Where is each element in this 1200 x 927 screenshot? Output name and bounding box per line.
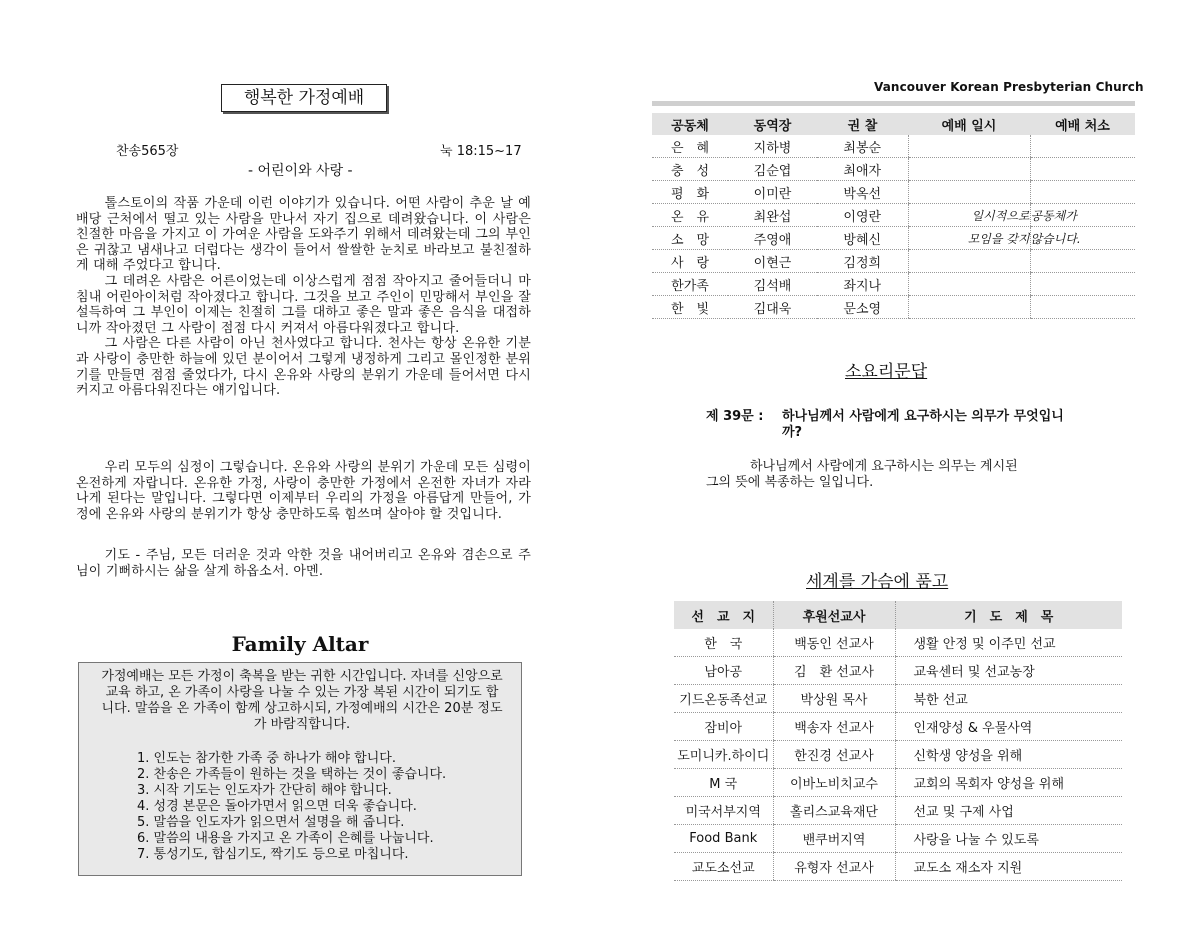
- table-cell: [1030, 158, 1135, 181]
- column-header: 예배 일시: [908, 113, 1030, 135]
- sermon-paragraph: 톨스토이의 작품 가운데 이런 이야기가 있습니다. 어떤 사람이 추운 날 예배당 근처에서 떨고 있는 사람을 만나서 자기 집으로 데려왔습니다. 이 사람은 친절한 마음을 가지고 이 가여운 사람을 도와주기 위해서 데려왔는데 그의 부인은 귀찮고 냄새나고 더럽다는 생각이 들어서 쌀쌀한 눈치로 바라보고 불친절하게 대해 주었다고 합니다.: [76, 196, 531, 274]
- family-altar-list: [101, 751, 503, 863]
- table-cell: 백동인 선교사: [773, 629, 895, 657]
- table-row: [652, 135, 1135, 158]
- table-row: [674, 769, 1122, 797]
- column-header: 선 교 지: [674, 601, 773, 629]
- answer-line: 그의 뜻에 복종하는 일입니다.: [706, 475, 874, 490]
- table-cell: 교도소 재소자 지원: [895, 853, 1122, 881]
- column-header: 후원선교사: [773, 601, 895, 629]
- table-cell: 이바노비치교수: [773, 769, 895, 797]
- missions-table-body: [674, 629, 1122, 881]
- table-cell: [908, 158, 1030, 181]
- table-cell: 은 혜: [652, 135, 728, 158]
- table-cell: 주영애: [728, 227, 817, 250]
- community-table: [652, 113, 1135, 319]
- table-row: [652, 204, 1135, 227]
- table-cell: 신학생 양성을 위해: [895, 741, 1122, 769]
- table-cell: 도미니카.하이디: [674, 741, 773, 769]
- catechism-question: [706, 409, 1091, 441]
- table-cell: 홀리스교육재단: [773, 797, 895, 825]
- list-item: 1. 인도는 참가한 가족 중 하나가 해야 합니다.: [137, 751, 396, 766]
- table-cell: 한 국: [674, 629, 773, 657]
- table-cell: 김순엽: [728, 158, 817, 181]
- table-cell: 않습니다.: [1030, 227, 1135, 250]
- table-row: [674, 797, 1122, 825]
- table-cell: 유형자 선교사: [773, 853, 895, 881]
- table-cell: [1030, 273, 1135, 296]
- table-row: [674, 741, 1122, 769]
- table-cell: 이미란: [728, 181, 817, 204]
- list-item: 4. 성경 본문은 돌아가면서 읽으면 더욱 좋습니다.: [137, 799, 417, 814]
- table-cell: 김대욱: [728, 296, 817, 319]
- table-cell: 최완섭: [728, 204, 817, 227]
- table-row: [652, 296, 1135, 319]
- column-header: 권 찰: [817, 113, 908, 135]
- table-row: [674, 853, 1122, 881]
- table-cell: M 국: [674, 769, 773, 797]
- catechism-title: 소요리문답: [845, 362, 928, 382]
- table-cell: 이영란: [817, 204, 908, 227]
- sermon-paragraph: 그 데려온 사람은 어른이었는데 이상스럽게 점점 작아지고 줄어들더니 마침내 어린아이처럼 작아졌다고 합니다. 그것을 보고 주인이 민망해서 부인을 잘 설득하여 그 부인이 이제는 친절히 그를 대하고 좋은 말과 좋은 음식을 대접하니까 작아졌던 그 사람이 점점 다시 커져서 아름다워졌다고 합니다.: [76, 273, 531, 336]
- table-cell: 지하병: [728, 135, 817, 158]
- table-cell: 일시적으로: [908, 204, 1030, 227]
- list-item: 7. 통성기도, 합심기도, 짝기도 등으로 마칩니다.: [137, 847, 409, 862]
- question-text: 하나님께서 사람에게 요구하시는 의무가 무엇입니까?: [782, 409, 1064, 440]
- table-cell: 김 환 선교사: [773, 657, 895, 685]
- table-cell: 한진경 선교사: [773, 741, 895, 769]
- table-row: [674, 825, 1122, 853]
- table-cell: [1030, 135, 1135, 158]
- table-cell: 밴쿠버지역: [773, 825, 895, 853]
- table-row: [652, 158, 1135, 181]
- table-cell: 김석배: [728, 273, 817, 296]
- table-cell: 김정희: [817, 250, 908, 273]
- table-cell: 충 성: [652, 158, 728, 181]
- table-row: [674, 629, 1122, 657]
- table-cell: 미국서부지역: [674, 797, 773, 825]
- table-cell: [908, 273, 1030, 296]
- table-cell: 북한 선교: [895, 685, 1122, 713]
- table-header-row: [652, 113, 1135, 135]
- table-cell: 남아공: [674, 657, 773, 685]
- table-cell: 한 빛: [652, 296, 728, 319]
- table-cell: [1030, 181, 1135, 204]
- family-altar-box: [78, 662, 522, 876]
- table-cell: 사랑을 나눌 수 있도록: [895, 825, 1122, 853]
- table-cell: 교회의 목회자 양성을 위해: [895, 769, 1122, 797]
- table-cell: 문소영: [817, 296, 908, 319]
- question-label: 제 39문 :: [706, 409, 764, 424]
- table-cell: 사 랑: [652, 250, 728, 273]
- table-cell: 모임을 갖지: [908, 227, 1030, 250]
- table-row: [652, 227, 1135, 250]
- table-cell: 교육센터 및 선교농장: [895, 657, 1122, 685]
- table-cell: [908, 181, 1030, 204]
- table-cell: 최봉순: [817, 135, 908, 158]
- table-cell: 온 유: [652, 204, 728, 227]
- family-altar-intro: 가정예배는 모든 가정이 축복을 받는 귀한 시간입니다. 자녀를 신앙으로 교육 하고, 온 가족이 사랑을 나눌 수 있는 가장 복된 시간이 되기도 합니다. 말씀을 온 가족이 함께 상고하시되, 가정예배의 시간은 20분 정도가 바람직합니다.: [101, 669, 503, 732]
- catechism-answer: [706, 459, 1091, 491]
- table-cell: 박옥선: [817, 181, 908, 204]
- table-row: [674, 685, 1122, 713]
- table-cell: 한가족: [652, 273, 728, 296]
- page-title: 행복한 가정예배: [221, 84, 387, 112]
- table-cell: 소 망: [652, 227, 728, 250]
- table-cell: 이현근: [728, 250, 817, 273]
- list-item: 5. 말씀을 인도자가 읽으면서 설명을 해 줍니다.: [137, 815, 405, 830]
- missions-title: 세계를 가슴에 품고: [806, 572, 949, 592]
- column-header: 동역장: [728, 113, 817, 135]
- table-cell: [1030, 250, 1135, 273]
- table-cell: 박상원 목사: [773, 685, 895, 713]
- table-row: [652, 181, 1135, 204]
- church-name: Vancouver Korean Presbyterian Church: [874, 80, 1144, 94]
- table-cell: Food Bank: [674, 825, 773, 853]
- table-row: [674, 657, 1122, 685]
- table-cell: 교도소선교: [674, 853, 773, 881]
- table-cell: 평 화: [652, 181, 728, 204]
- sermon-subtitle: - 어린이와 사랑 -: [248, 163, 353, 179]
- table-cell: 잠비아: [674, 713, 773, 741]
- community-table-body: [652, 135, 1135, 319]
- sermon-paragraph: 우리 모두의 심정이 그렇습니다. 온유와 사랑의 분위기 가운데 모든 심령이 온전하게 자랍니다. 온유한 가정, 사랑이 충만한 가정에서 온전한 자녀가 자라나게 된다는 말입니다. 그렇다면 이제부터 우리의 가정을 아름답게 만들어, 가정에 온유와 사랑의 분위기가 항상 충만하도록 힘쓰며 살아야 할 것입니다.: [76, 460, 531, 522]
- table-cell: 선교 및 구제 사업: [895, 797, 1122, 825]
- table-cell: [908, 135, 1030, 158]
- header-divider: [652, 101, 1135, 106]
- sermon-paragraph: 그 사람은 다른 사람이 아닌 천사였다고 합니다. 천사는 항상 온유한 기분과 사랑이 충만한 하늘에 있던 분이어서 그렇게 냉정하게 그리고 몰인정한 분위기를 만들면 점점 줄었다가, 다시 온유와 사랑의 분위기 가운데 들어서면 다시 커지고 아름다워진다는 얘기입니다.: [76, 336, 531, 399]
- table-header-row: [674, 601, 1122, 629]
- list-item: 6. 말씀의 내용을 가지고 온 가족이 은혜를 나눕니다.: [137, 831, 434, 846]
- table-cell: 공동체가: [1030, 204, 1135, 227]
- table-cell: 인재양성 & 우물사역: [895, 713, 1122, 741]
- table-row: [652, 250, 1135, 273]
- table-cell: 생활 안정 및 이주민 선교: [895, 629, 1122, 657]
- column-header: 공동체: [652, 113, 728, 135]
- column-header: 예배 처소: [1030, 113, 1135, 135]
- table-row: [674, 713, 1122, 741]
- table-cell: 방혜신: [817, 227, 908, 250]
- table-row: [652, 273, 1135, 296]
- prayer-text: 기도 - 주님, 모든 더러운 것과 악한 것을 내어버리고 온유와 겸손으로 주님이 기뻐하시는 삶을 살게 하옵소서. 아멘.: [76, 548, 531, 579]
- column-header: 기 도 제 목: [895, 601, 1122, 629]
- answer-line: 하나님께서 사람에게 요구하시는 의무는 계시된: [750, 459, 1018, 474]
- table-cell: 백송자 선교사: [773, 713, 895, 741]
- table-cell: 최애자: [817, 158, 908, 181]
- hymn-number: 찬송565장: [116, 144, 179, 159]
- sermon-conclusion: [76, 460, 531, 522]
- table-cell: [1030, 296, 1135, 319]
- prayer: [76, 548, 531, 579]
- sermon-body: [76, 196, 531, 399]
- list-item: 3. 시작 기도는 인도자가 간단히 해야 합니다.: [137, 783, 392, 798]
- list-item: 2. 찬송은 가족들이 원하는 것을 택하는 것이 좋습니다.: [137, 767, 447, 782]
- missions-table: [674, 601, 1122, 881]
- family-altar-title: Family Altar: [231, 632, 369, 656]
- table-cell: [908, 250, 1030, 273]
- scripture-reference: 눅 18:15~17: [440, 144, 522, 159]
- table-cell: [908, 296, 1030, 319]
- table-cell: 좌지나: [817, 273, 908, 296]
- table-cell: 기드온동족선교: [674, 685, 773, 713]
